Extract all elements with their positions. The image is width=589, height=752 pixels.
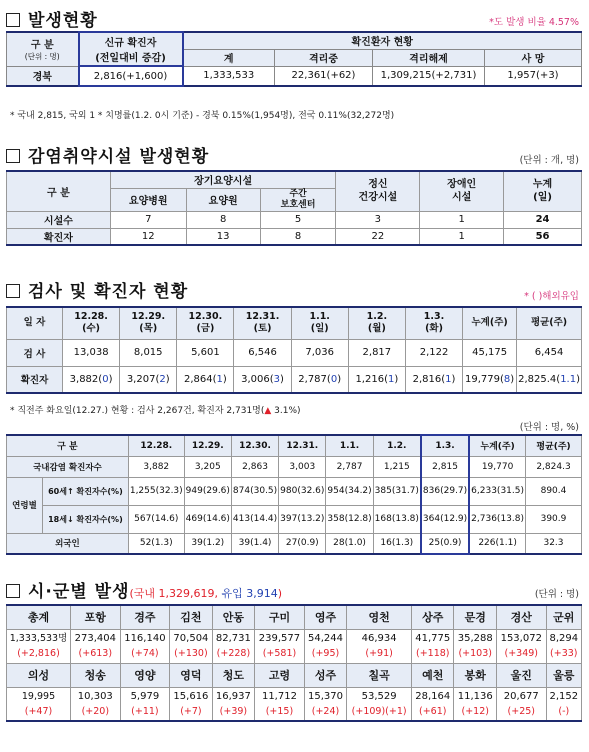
table-cell: 3,882: [128, 456, 184, 477]
header-new-cases: 신규 확진자 (전일대비 증감): [79, 32, 183, 66]
daily-increase: (+581): [262, 648, 297, 659]
header-date-cell: 1.3.: [421, 435, 469, 456]
row-label: 18세↓ 확진자수(%): [43, 505, 129, 533]
table-cell: 226(1.1): [469, 533, 525, 554]
header-nursing: 요양원: [186, 188, 260, 211]
case-count: 10,303: [77, 690, 113, 702]
header-date-cell: 12.29. (목): [120, 307, 177, 339]
released-value: 1,309,215(+2,731): [373, 66, 485, 86]
daily-increase: (+12): [461, 705, 489, 717]
regional-unit: (단위 : 명): [534, 589, 579, 600]
region-value: [7, 687, 71, 721]
table-cell: 2,736(13.8): [469, 505, 525, 533]
daily-increase: (+613): [78, 648, 113, 659]
header-date-cell: 12.31. (토): [234, 307, 291, 339]
header-date-cell: 12.30. (금): [177, 307, 234, 339]
table-cell: 19,770: [469, 456, 525, 477]
new-cases-value: 2,816(+1,600): [79, 66, 183, 86]
table-cell: 16(1.3): [373, 533, 421, 554]
header-deaths: 사 망: [485, 49, 582, 66]
table-cell: 168(13.8): [373, 505, 421, 533]
table-cell: 27(0.9): [279, 533, 326, 554]
age-group-label: 연령별: [7, 477, 43, 533]
table-row: [7, 211, 582, 228]
region-name: 청송: [71, 663, 121, 687]
tests-table: [6, 306, 582, 394]
region-value: [170, 687, 212, 721]
table-cell: 6,454: [517, 339, 582, 366]
table-cell: 19,779(8): [463, 366, 517, 393]
region-value: [71, 687, 121, 721]
table-cell: 364(12.9): [421, 505, 469, 533]
daily-increase: (+118): [415, 648, 450, 659]
region-value: [347, 629, 412, 663]
table-cell: 980(32.6): [279, 477, 326, 505]
table-row: [7, 505, 582, 533]
header-date-cell: 12.31.: [279, 435, 326, 456]
region-value: [7, 629, 71, 663]
facilities-unit: (단위 : 개, 명): [519, 155, 579, 166]
table-cell: 949(29.6): [184, 477, 231, 505]
header-date-cell: 1.3. (화): [405, 307, 462, 339]
header-date-cell: 12.28.: [128, 435, 184, 456]
case-count: 11,712: [261, 690, 297, 702]
table-cell: 25(0.9): [421, 533, 469, 554]
region-name: 상주: [412, 605, 454, 629]
table-cell: 3,003: [279, 456, 326, 477]
header-date-cell: 1.2. (월): [348, 307, 405, 339]
table-cell: 8: [186, 211, 260, 228]
table-cell: 397(13.2): [279, 505, 326, 533]
table-cell: 56: [504, 228, 582, 245]
table-cell: 12: [110, 228, 186, 245]
region-name: 군위: [546, 605, 581, 629]
region-value: [412, 687, 454, 721]
header-weekly-sum: 누계(주): [469, 435, 525, 456]
region-value: [454, 687, 496, 721]
daily-increase: (+95): [311, 648, 340, 659]
case-count: 116,140: [124, 633, 166, 644]
header-date-cell: 1.1. (일): [291, 307, 348, 339]
table-cell: 13,038: [63, 339, 120, 366]
table-row: [7, 456, 582, 477]
facilities-table: [6, 170, 582, 246]
table-cell: 390.9: [526, 505, 582, 533]
case-count: 15,370: [307, 690, 343, 702]
section-title-regional: 시·군별 발생(국내 1,329,619, 유입 3,914): [6, 577, 282, 602]
table-cell: 52(1.3): [128, 533, 184, 554]
table-cell: 24: [504, 211, 582, 228]
daily-increase: (+7): [180, 705, 202, 717]
table-cell: 836(29.7): [421, 477, 469, 505]
table-cell: 2,825.4(1.1): [517, 366, 582, 393]
table-cell: 385(31.7): [373, 477, 421, 505]
total-value: 1,333,533: [183, 66, 275, 86]
case-count: 1,333,533명: [9, 633, 68, 644]
table-row: [7, 477, 582, 505]
table-cell: 32.3: [526, 533, 582, 554]
row-label: 60세↑ 확진자수(%): [43, 477, 129, 505]
region-value: [71, 629, 121, 663]
row-label: 외국인: [7, 533, 129, 554]
age-breakdown-table: [6, 434, 582, 555]
daily-increase: (+74): [131, 648, 159, 659]
region-value: [170, 629, 212, 663]
row-label: 국내감염 확진자수: [7, 456, 129, 477]
case-count: 53,529: [361, 690, 397, 702]
table-cell: 3,882(0): [63, 366, 120, 393]
table-row: [7, 339, 582, 366]
region-value: [496, 629, 546, 663]
table-cell: 7: [110, 211, 186, 228]
region-name: 예천: [412, 663, 454, 687]
table-cell: 8,015: [120, 339, 177, 366]
region-name: 안동: [212, 605, 254, 629]
header-cumulative: 누계 (일): [504, 171, 582, 211]
region-value: [120, 629, 170, 663]
case-count: 54,244: [307, 633, 343, 644]
table-cell: 2,816(1): [405, 366, 462, 393]
table-cell: 7,036: [291, 339, 348, 366]
table-cell: 28(1.0): [326, 533, 373, 554]
daily-increase: (+228): [216, 648, 251, 659]
table-cell: 1: [420, 211, 504, 228]
daily-increase: (+91): [365, 648, 393, 659]
row-label: 확진자: [7, 366, 63, 393]
region-value: [212, 629, 254, 663]
table-cell: 2,824.3: [526, 456, 582, 477]
overseas-note: * ( )해외유입: [524, 291, 579, 302]
table-cell: 469(14.6): [184, 505, 231, 533]
table-cell: 8: [260, 228, 336, 245]
region-value: [304, 629, 346, 663]
table-cell: 5,601: [177, 339, 234, 366]
outbreak-footnote: * 국내 2,815, 국외 1 * 치명률(1.2. 0시 기준) - 경북 0.15%(1,954명), 전국 0.11%(32,272명): [10, 111, 395, 121]
case-count: 15,616: [173, 690, 209, 702]
case-count: 28,164: [415, 690, 451, 702]
daily-increase: (+33): [550, 648, 578, 659]
case-count: 20,677: [503, 690, 539, 702]
header-weekly-avg: 평균(주): [526, 435, 582, 456]
region-name: 경주: [120, 605, 170, 629]
daily-increase: (+109)(+1): [351, 705, 407, 717]
table-cell: 1,216(1): [348, 366, 405, 393]
header-date-cell: 12.29.: [184, 435, 231, 456]
table-cell: 890.4: [526, 477, 582, 505]
region-name: 청도: [212, 663, 254, 687]
region-value: [546, 687, 581, 721]
header-disabled: 장애인 시설: [420, 171, 504, 211]
daily-increase: (+349): [504, 648, 539, 659]
checkbox-icon: [6, 149, 20, 163]
case-count: 82,731: [215, 633, 251, 644]
region-name: 포항: [71, 605, 121, 629]
header-weekly-sum: 누계(주): [463, 307, 517, 339]
region-value: [347, 687, 412, 721]
region-name: 의성: [7, 663, 71, 687]
checkbox-icon: [6, 284, 20, 298]
region-name: 성주: [304, 663, 346, 687]
daily-increase: (+2,816): [17, 648, 60, 659]
table-cell: 2,863: [231, 456, 278, 477]
daily-increase: (+103): [458, 648, 492, 659]
case-count: 239,577: [258, 633, 301, 644]
table-cell: 3,006(3): [234, 366, 291, 393]
table-cell: 2,122: [405, 339, 462, 366]
case-count: 35,288: [457, 633, 493, 644]
row-label: 검 사: [7, 339, 63, 366]
section-title-facilities: 감염취약시설 발생현황: [6, 142, 209, 167]
table-cell: 1,215: [373, 456, 421, 477]
case-count: 70,504: [173, 633, 209, 644]
case-count: 273,404: [74, 633, 116, 644]
table-cell: 2,864(1): [177, 366, 234, 393]
deaths-value: 1,957(+3): [485, 66, 582, 86]
isolating-value: 22,361(+62): [275, 66, 373, 86]
case-count: 153,072: [500, 633, 542, 644]
table-row: [7, 366, 582, 393]
region-name: 총계: [7, 605, 71, 629]
table-cell: 1,255(32.3): [128, 477, 184, 505]
daily-increase: (-): [558, 705, 570, 717]
table-cell: 874(30.5): [231, 477, 278, 505]
region-value: [255, 687, 305, 721]
header-longterm: 장기요양시설: [110, 171, 336, 188]
region-value: [304, 687, 346, 721]
region-value: [546, 629, 581, 663]
table-cell: 5: [260, 211, 336, 228]
case-count: 16,937: [215, 690, 251, 702]
header-date-cell: 12.28. (수): [63, 307, 120, 339]
region-name: 구미: [255, 605, 305, 629]
table-cell: 6,233(31.5): [469, 477, 525, 505]
table-cell: 954(34.2): [326, 477, 373, 505]
header-released: 격리해제: [373, 49, 485, 66]
daily-increase: (+20): [81, 705, 110, 717]
table-cell: 6,546: [234, 339, 291, 366]
region-name: 영양: [120, 663, 170, 687]
section-title-tests: 검사 및 확진자 현황: [6, 277, 188, 302]
header-date-cell: 1.1.: [326, 435, 373, 456]
row-label: 확진자: [7, 228, 111, 245]
region-name: 김천: [170, 605, 212, 629]
region-name: 경산: [496, 605, 546, 629]
region-name: 봉화: [454, 663, 496, 687]
table-cell: 567(14.6): [128, 505, 184, 533]
table-row: [7, 663, 582, 687]
up-triangle-icon: ▲: [264, 406, 272, 416]
region-name: 영주: [304, 605, 346, 629]
table-cell: 1: [420, 228, 504, 245]
region-name: 울릉: [546, 663, 581, 687]
checkbox-icon: [6, 584, 20, 598]
outbreak-ratio-note: *도 발생 비율 4.57%: [489, 17, 579, 28]
case-count: 8,294: [549, 633, 579, 644]
header-total: 계: [183, 49, 275, 66]
table-cell: 39(1.2): [184, 533, 231, 554]
region-value: [412, 629, 454, 663]
table-row: [7, 605, 582, 629]
table-cell: 45,175: [463, 339, 517, 366]
region-name: 울진: [496, 663, 546, 687]
row-label: 시설수: [7, 211, 111, 228]
region-name: 고령: [255, 663, 305, 687]
table-cell: 22: [336, 228, 420, 245]
table-row: [7, 533, 582, 554]
header-isolating: 격리중: [275, 49, 373, 66]
checkbox-icon: [6, 13, 20, 27]
header-date-cell: 12.30.: [231, 435, 278, 456]
table-cell: 3: [336, 211, 420, 228]
header-mental: 정신 건강시설: [336, 171, 420, 211]
region-value: [496, 687, 546, 721]
table-row: [7, 629, 582, 663]
region-value: [255, 629, 305, 663]
region-value: [120, 687, 170, 721]
table-cell: 39(1.4): [231, 533, 278, 554]
case-count: 11,136: [457, 690, 493, 702]
regional-table: [6, 604, 582, 722]
region-name: 영덕: [170, 663, 212, 687]
daily-increase: (+39): [219, 705, 248, 717]
table-cell: 358(12.8): [326, 505, 373, 533]
daily-increase: (+24): [311, 705, 340, 717]
case-count: 41,775: [415, 633, 451, 644]
tests-footnote: * 직전주 화요일(12.27.) 현황 : 검사 2,267건, 확진자 2,731명(▲ 3.1%): [10, 406, 301, 416]
section-title-outbreak: 발생현황: [6, 6, 98, 31]
daily-increase: (+11): [131, 705, 159, 717]
daily-increase: (+15): [265, 705, 294, 717]
daily-increase: (+25): [507, 705, 535, 717]
header-gubun: 구 분 (단위 : 명): [7, 32, 79, 66]
header-gubun: 구 분: [7, 171, 111, 211]
region-name: 칠곡: [347, 663, 412, 687]
case-count: 46,934: [361, 633, 397, 644]
region-name: 영천: [347, 605, 412, 629]
header-gubun: 구 분: [7, 435, 129, 456]
table-cell: 2,787(0): [291, 366, 348, 393]
region-value: [212, 687, 254, 721]
case-count: 2,152: [549, 690, 579, 702]
table-cell: 2,787: [326, 456, 373, 477]
table-cell: 413(14.4): [231, 505, 278, 533]
header-status: 확진환자 현황: [183, 32, 582, 49]
table-cell: 13: [186, 228, 260, 245]
header-date: 일 자: [7, 307, 63, 339]
case-count: 5,979: [130, 690, 160, 702]
daily-increase: (+47): [24, 705, 53, 717]
region-value: [454, 629, 496, 663]
table-cell: 2,817: [348, 339, 405, 366]
table-row: [7, 228, 582, 245]
table-cell: 2,815: [421, 456, 469, 477]
table-row: [7, 66, 582, 86]
header-hospital: 요양병원: [110, 188, 186, 211]
daily-increase: (+61): [419, 705, 447, 717]
daily-increase: (+130): [174, 648, 208, 659]
table-cell: 3,207(2): [120, 366, 177, 393]
header-daycare: 주간 보호센터: [260, 188, 336, 211]
case-count: 19,995: [21, 690, 56, 702]
header-date-cell: 1.2.: [373, 435, 421, 456]
row-label: 경북: [7, 66, 79, 86]
table-cell: 3,205: [184, 456, 231, 477]
table-row: [7, 687, 582, 721]
outbreak-table: [6, 31, 582, 87]
age-unit: (단위 : 명, %): [519, 422, 579, 433]
header-weekly-avg: 평균(주): [517, 307, 582, 339]
region-name: 문경: [454, 605, 496, 629]
